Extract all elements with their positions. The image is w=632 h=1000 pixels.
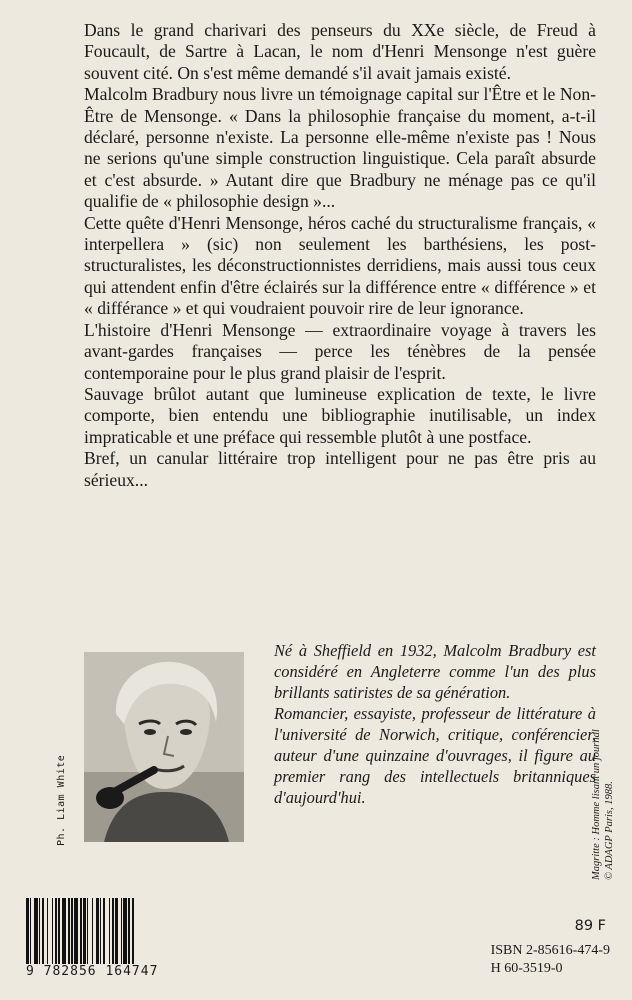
product-code: H 60-3519-0 xyxy=(490,961,563,976)
blurb-paragraph: Cette quête d'Henri Mensonge, héros caché du structuralisme français, « interpellera » (sic) non seulement les barthésiens, les post-structuralistes, les déconstructionnistes derridiens, mais aussi tous ceux qui attendent enfin d'être éclairés sur la différence entre « différence » et « différance » et qui voudraient pouvoir rire de leur ignorance. xyxy=(84,212,596,319)
back-cover-blurb xyxy=(84,20,596,491)
cover-credit-line: © ADAGP Paris, 1988. xyxy=(604,781,615,880)
cover-credit xyxy=(590,729,616,880)
bio-paragraph: Romancier, essayiste, professeur de littérature à l'université de Norwich, critique, conférencier, auteur d'une quinzaine d'ouvrages, il figure au premier rang des intellectuels britanniques d'aujourd'hui. xyxy=(274,704,596,807)
blurb-paragraph: Sauvage brûlot autant que lumineuse explication de texte, le livre comporte, bien entendu une bibliographie inutilisable, un index impraticable et une préface qui ressemble plutôt à une postface. xyxy=(84,383,596,447)
blurb-paragraph: Malcolm Bradbury nous livre un témoignage capital sur l'Être et le Non-Être de Mensonge. « Dans la philosophie française du moment, a-t-il déclaré, personne n'existe. La personne elle-même n'existe pas ! Nous ne serions qu'une simple construction linguistique. Cela paraît absurde et c'est absurde. » Autant dire que Bradbury ne ménage pas ce qu'il qualifie de « philosophie design »... xyxy=(84,84,596,212)
blurb-paragraph: L'histoire d'Henri Mensonge — extraordinaire voyage à travers les avant-gardes françaises — perce les ténèbres de la pensée contemporaine pour le plus grand plaisir de l'esprit. xyxy=(84,319,596,383)
barcode-bars xyxy=(26,898,166,964)
price: 89 F xyxy=(574,918,606,934)
blurb-paragraph: Dans le grand charivari des penseurs du XXe siècle, de Freud à Foucault, de Sartre à Lacan, le nom d'Henri Mensonge n'est guère souvent cité. On s'est même demandé s'il avait jamais existé. xyxy=(84,20,596,83)
photo-credit: Ph. Liam White xyxy=(56,754,67,846)
barcode xyxy=(26,898,186,990)
isbn: ISBN 2-85616-474-9 xyxy=(490,943,610,958)
bio-paragraph: Né à Sheffield en 1932, Malcolm Bradbury est considéré en Angleterre comme l'un des plus brillants satiristes de sa génération. xyxy=(274,641,596,702)
cover-credit-line: Magritte : Homme lisant un journal xyxy=(591,729,602,880)
isbn-block xyxy=(491,942,610,978)
blurb-paragraph: Bref, un canular littéraire trop intelligent pour ne pas être pris au sérieux... xyxy=(84,448,596,490)
barcode-bar xyxy=(134,898,137,964)
barcode-number: 9 782856 164747 xyxy=(26,964,159,979)
author-bio xyxy=(274,640,596,808)
author-photo xyxy=(84,652,244,842)
